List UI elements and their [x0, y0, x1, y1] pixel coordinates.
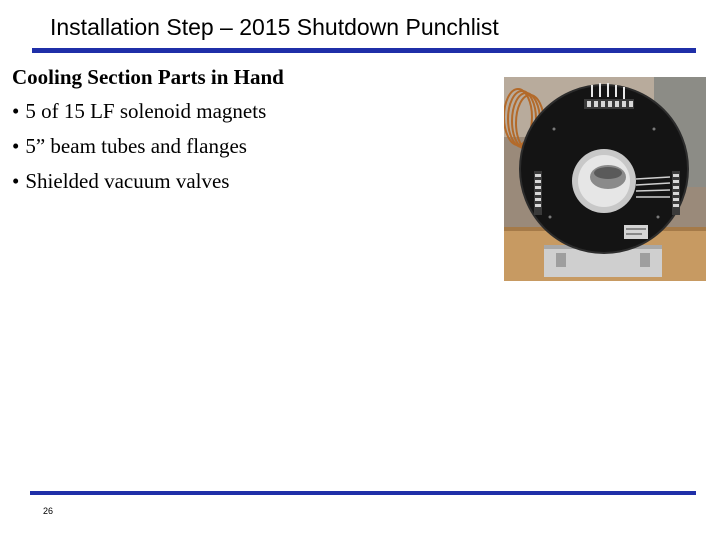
- bullet-item: [12, 133, 482, 159]
- bullet-marker: •: [12, 134, 20, 158]
- section-heading: Cooling Section Parts in Hand: [12, 65, 284, 89]
- title-divider: [32, 48, 696, 53]
- bullet-list: [12, 98, 482, 194]
- footer-divider: [30, 491, 696, 495]
- page-number: 26: [43, 506, 54, 516]
- bullet-text: 5” beam tubes and flanges: [25, 134, 247, 158]
- bullet-text: 5 of 15 LF solenoid magnets: [25, 99, 267, 123]
- bullet-text: Shielded vacuum valves: [25, 169, 230, 193]
- bullet-item: [12, 168, 482, 194]
- bullet-item: [12, 98, 482, 124]
- slide-body: [12, 64, 482, 203]
- slide-title: Installation Step – 2015 Shutdown Punchlist: [50, 14, 499, 40]
- bullet-marker: •: [12, 169, 20, 193]
- solenoid-magnet-photo: [504, 77, 706, 281]
- bullet-marker: •: [12, 99, 20, 123]
